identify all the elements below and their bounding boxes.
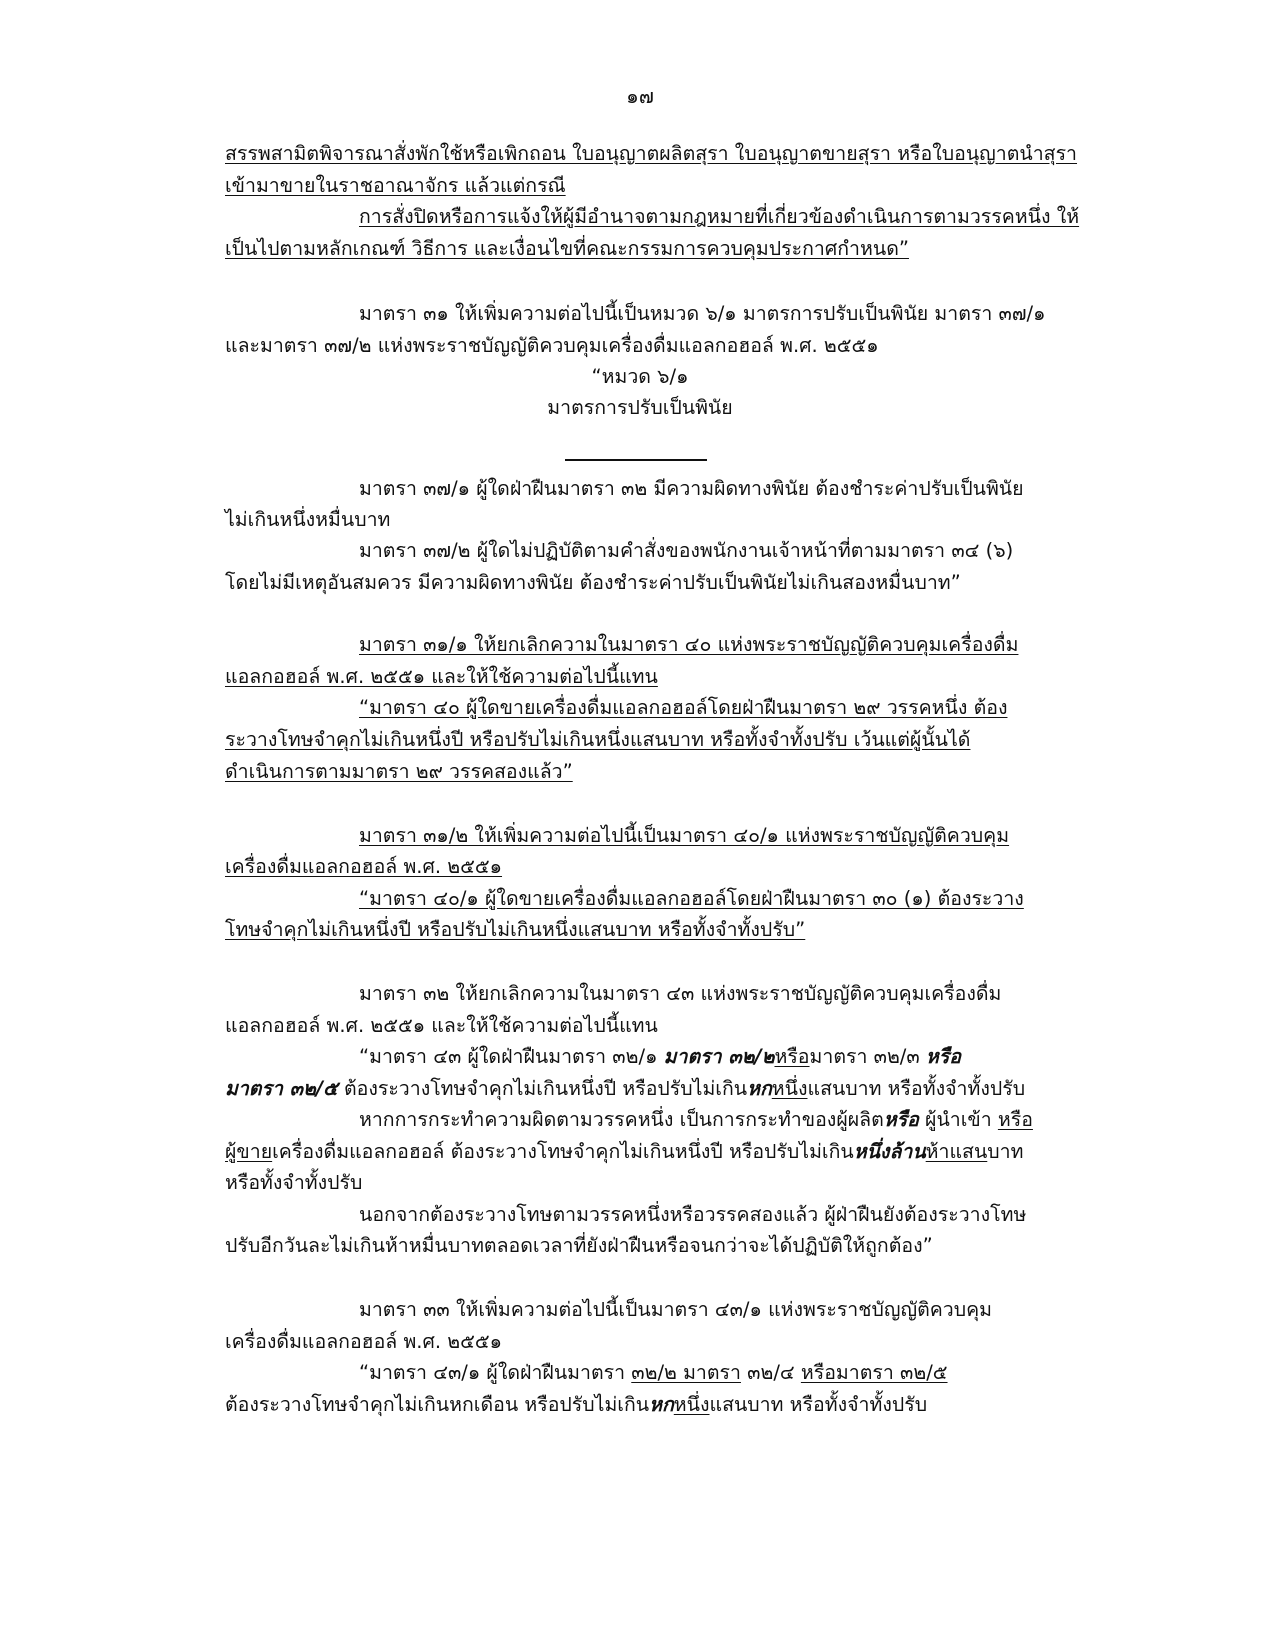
chapter-title: มาตรการปรับเป็นพินัย: [547, 396, 733, 419]
section-37-1-line: มาตรา ๓๗/๑ ผู้ใดฝ่าฝืนมาตรา ๓๒ มีความผิดทางพินัย ต้องชำระค่าปรับเป็นพินัย: [359, 477, 1024, 500]
text-line: การสั่งปิดหรือการแจ้งให้ผู้มีอำนาจตามกฎหมายที่เกี่ยวข้องดำเนินการตามวรรคหนึ่ง ให้: [359, 205, 1080, 228]
section-32-line: ผู้ขายเครื่องดื่มแอลกอฮอล์ ต้องระวางโทษจำคุกไม่เกินหนึ่งปี หรือปรับไม่เกินหนึ่งล้านห้าแสนบาท: [225, 1140, 1024, 1163]
section-31-2-line: โทษจำคุกไม่เกินหนึ่งปี หรือปรับไม่เกินหนึ่งแสนบาท หรือทั้งจำทั้งปรับ”: [225, 918, 806, 941]
section-32-line: นอกจากต้องระวางโทษตามวรรคหนึ่งหรือวรรคสองแล้ว ผู้ฝ่าฝืนยังต้องระวางโทษ: [359, 1203, 1027, 1226]
section-37-1-line: ไม่เกินหนึ่งหมื่นบาท: [225, 508, 391, 531]
section-32-line: มาตรา ๓๒/๕ ต้องระวางโทษจำคุกไม่เกินหนึ่งปี หรือปรับไม่เกินหกหนึ่งแสนบาท หรือทั้งจำทั้งปรับ: [225, 1077, 1026, 1100]
section-33-line: เครื่องดื่มแอลกอฮอล์ พ.ศ. ๒๕๕๑: [225, 1330, 503, 1353]
section-33-line: ต้องระวางโทษจำคุกไม่เกินหกเดือน หรือปรับไม่เกินหกหนึ่งแสนบาท หรือทั้งจำทั้งปรับ: [225, 1393, 928, 1416]
section-32-line: “มาตรา ๔๓ ผู้ใดฝ่าฝืนมาตรา ๓๒/๑ มาตรา ๓๒/๒หรือมาตรา ๓๒/๓ หรือ: [359, 1045, 961, 1068]
section-31-2-line: มาตรา ๓๑/๒ ให้เพิ่มความต่อไปนี้เป็นมาตรา ๔๐/๑ แห่งพระราชบัญญัติควบคุม: [359, 824, 1010, 847]
section-31-2-line: เครื่องดื่มแอลกอฮอล์ พ.ศ. ๒๕๕๑: [225, 855, 503, 878]
section-31-1-line: ระวางโทษจำคุกไม่เกินหนึ่งปี หรือปรับไม่เกินหนึ่งแสนบาท หรือทั้งจำทั้งปรับ เว้นแต่ผู้นั้นได้: [225, 728, 971, 751]
horizontal-rule: [565, 459, 707, 461]
section-37-2-line: โดยไม่มีเหตุอันสมควร มีความผิดทางพินัย ต้องชำระค่าปรับเป็นพินัยไม่เกินสองหมื่นบาท”: [225, 571, 961, 594]
section-32-line: มาตรา ๓๒ ให้ยกเลิกความในมาตรา ๔๓ แห่งพระราชบัญญัติควบคุมเครื่องดื่ม: [359, 982, 1002, 1005]
section-31-line: มาตรา ๓๑ ให้เพิ่มความต่อไปนี้เป็นหมวด ๖/๑ มาตรการปรับเป็นพินัย มาตรา ๓๗/๑: [359, 302, 1046, 325]
section-32-line: หากการกระทำความผิดตามวรรคหนึ่ง เป็นการกระทำของผู้ผลิตหรือ ผู้นำเข้า หรือ: [359, 1108, 1033, 1131]
section-32-line: ปรับอีกวันละไม่เกินห้าหมื่นบาทตลอดเวลาที่ยังฝ่าฝืนหรือจนกว่าจะได้ปฏิบัติให้ถูกต้อง”: [225, 1234, 933, 1257]
chapter-heading: “หมวด ๖/๑: [591, 365, 689, 388]
section-37-2-line: มาตรา ๓๗/๒ ผู้ใดไม่ปฏิบัติตามคำสั่งของพนักงานเจ้าหน้าที่ตามมาตรา ๓๔ (๖): [359, 539, 1014, 562]
section-32-line: หรือทั้งจำทั้งปรับ: [225, 1171, 363, 1194]
section-33-line: มาตรา ๓๓ ให้เพิ่มความต่อไปนี้เป็นมาตรา ๔๓/๑ แห่งพระราชบัญญัติควบคุม: [359, 1298, 993, 1321]
section-33-line: “มาตรา ๔๓/๑ ผู้ใดฝ่าฝืนมาตรา ๓๒/๒ มาตรา ๓๒/๔ หรือมาตรา ๓๒/๕: [359, 1361, 948, 1384]
text-line: เข้ามาขายในราชอาณาจักร แล้วแต่กรณี: [225, 174, 566, 197]
section-31-line: และมาตรา ๓๗/๒ แห่งพระราชบัญญัติควบคุมเครื่องดื่มแอลกอฮอล์ พ.ศ. ๒๕๕๑: [225, 334, 879, 357]
text-line: สรรพสามิตพิจารณาสั่งพักใช้หรือเพิกถอน ใบอนุญาตผลิตสุรา ใบอนุญาตขายสุรา หรือใบอนุญาตนำสุรา: [225, 142, 1078, 165]
page-number: ๑๗: [626, 84, 654, 108]
section-31-1-line: ดำเนินการตามมาตรา ๒๙ วรรคสองแล้ว”: [225, 760, 573, 783]
text-line: เป็นไปตามหลักเกณฑ์ วิธีการ และเงื่อนไขที่คณะกรรมการควบคุมประกาศกำหนด”: [225, 237, 909, 260]
section-31-2-line: “มาตรา ๔๐/๑ ผู้ใดขายเครื่องดื่มแอลกอฮอล์โดยฝ่าฝืนมาตรา ๓๐ (๑) ต้องระวาง: [359, 887, 1024, 910]
section-31-1-line: มาตรา ๓๑/๑ ให้ยกเลิกความในมาตรา ๔๐ แห่งพระราชบัญญัติควบคุมเครื่องดื่ม: [359, 633, 1019, 656]
section-32-line: แอลกอฮอล์ พ.ศ. ๒๕๕๑ และให้ใช้ความต่อไปนี้แทน: [225, 1014, 658, 1037]
section-31-1-line: แอลกอฮอล์ พ.ศ. ๒๕๕๑ และให้ใช้ความต่อไปนี้แทน: [225, 665, 658, 688]
section-31-1-line: “มาตรา ๔๐ ผู้ใดขายเครื่องดื่มแอลกอฮอล์โดยฝ่าฝืนมาตรา ๒๙ วรรคหนึ่ง ต้อง: [359, 696, 1008, 719]
